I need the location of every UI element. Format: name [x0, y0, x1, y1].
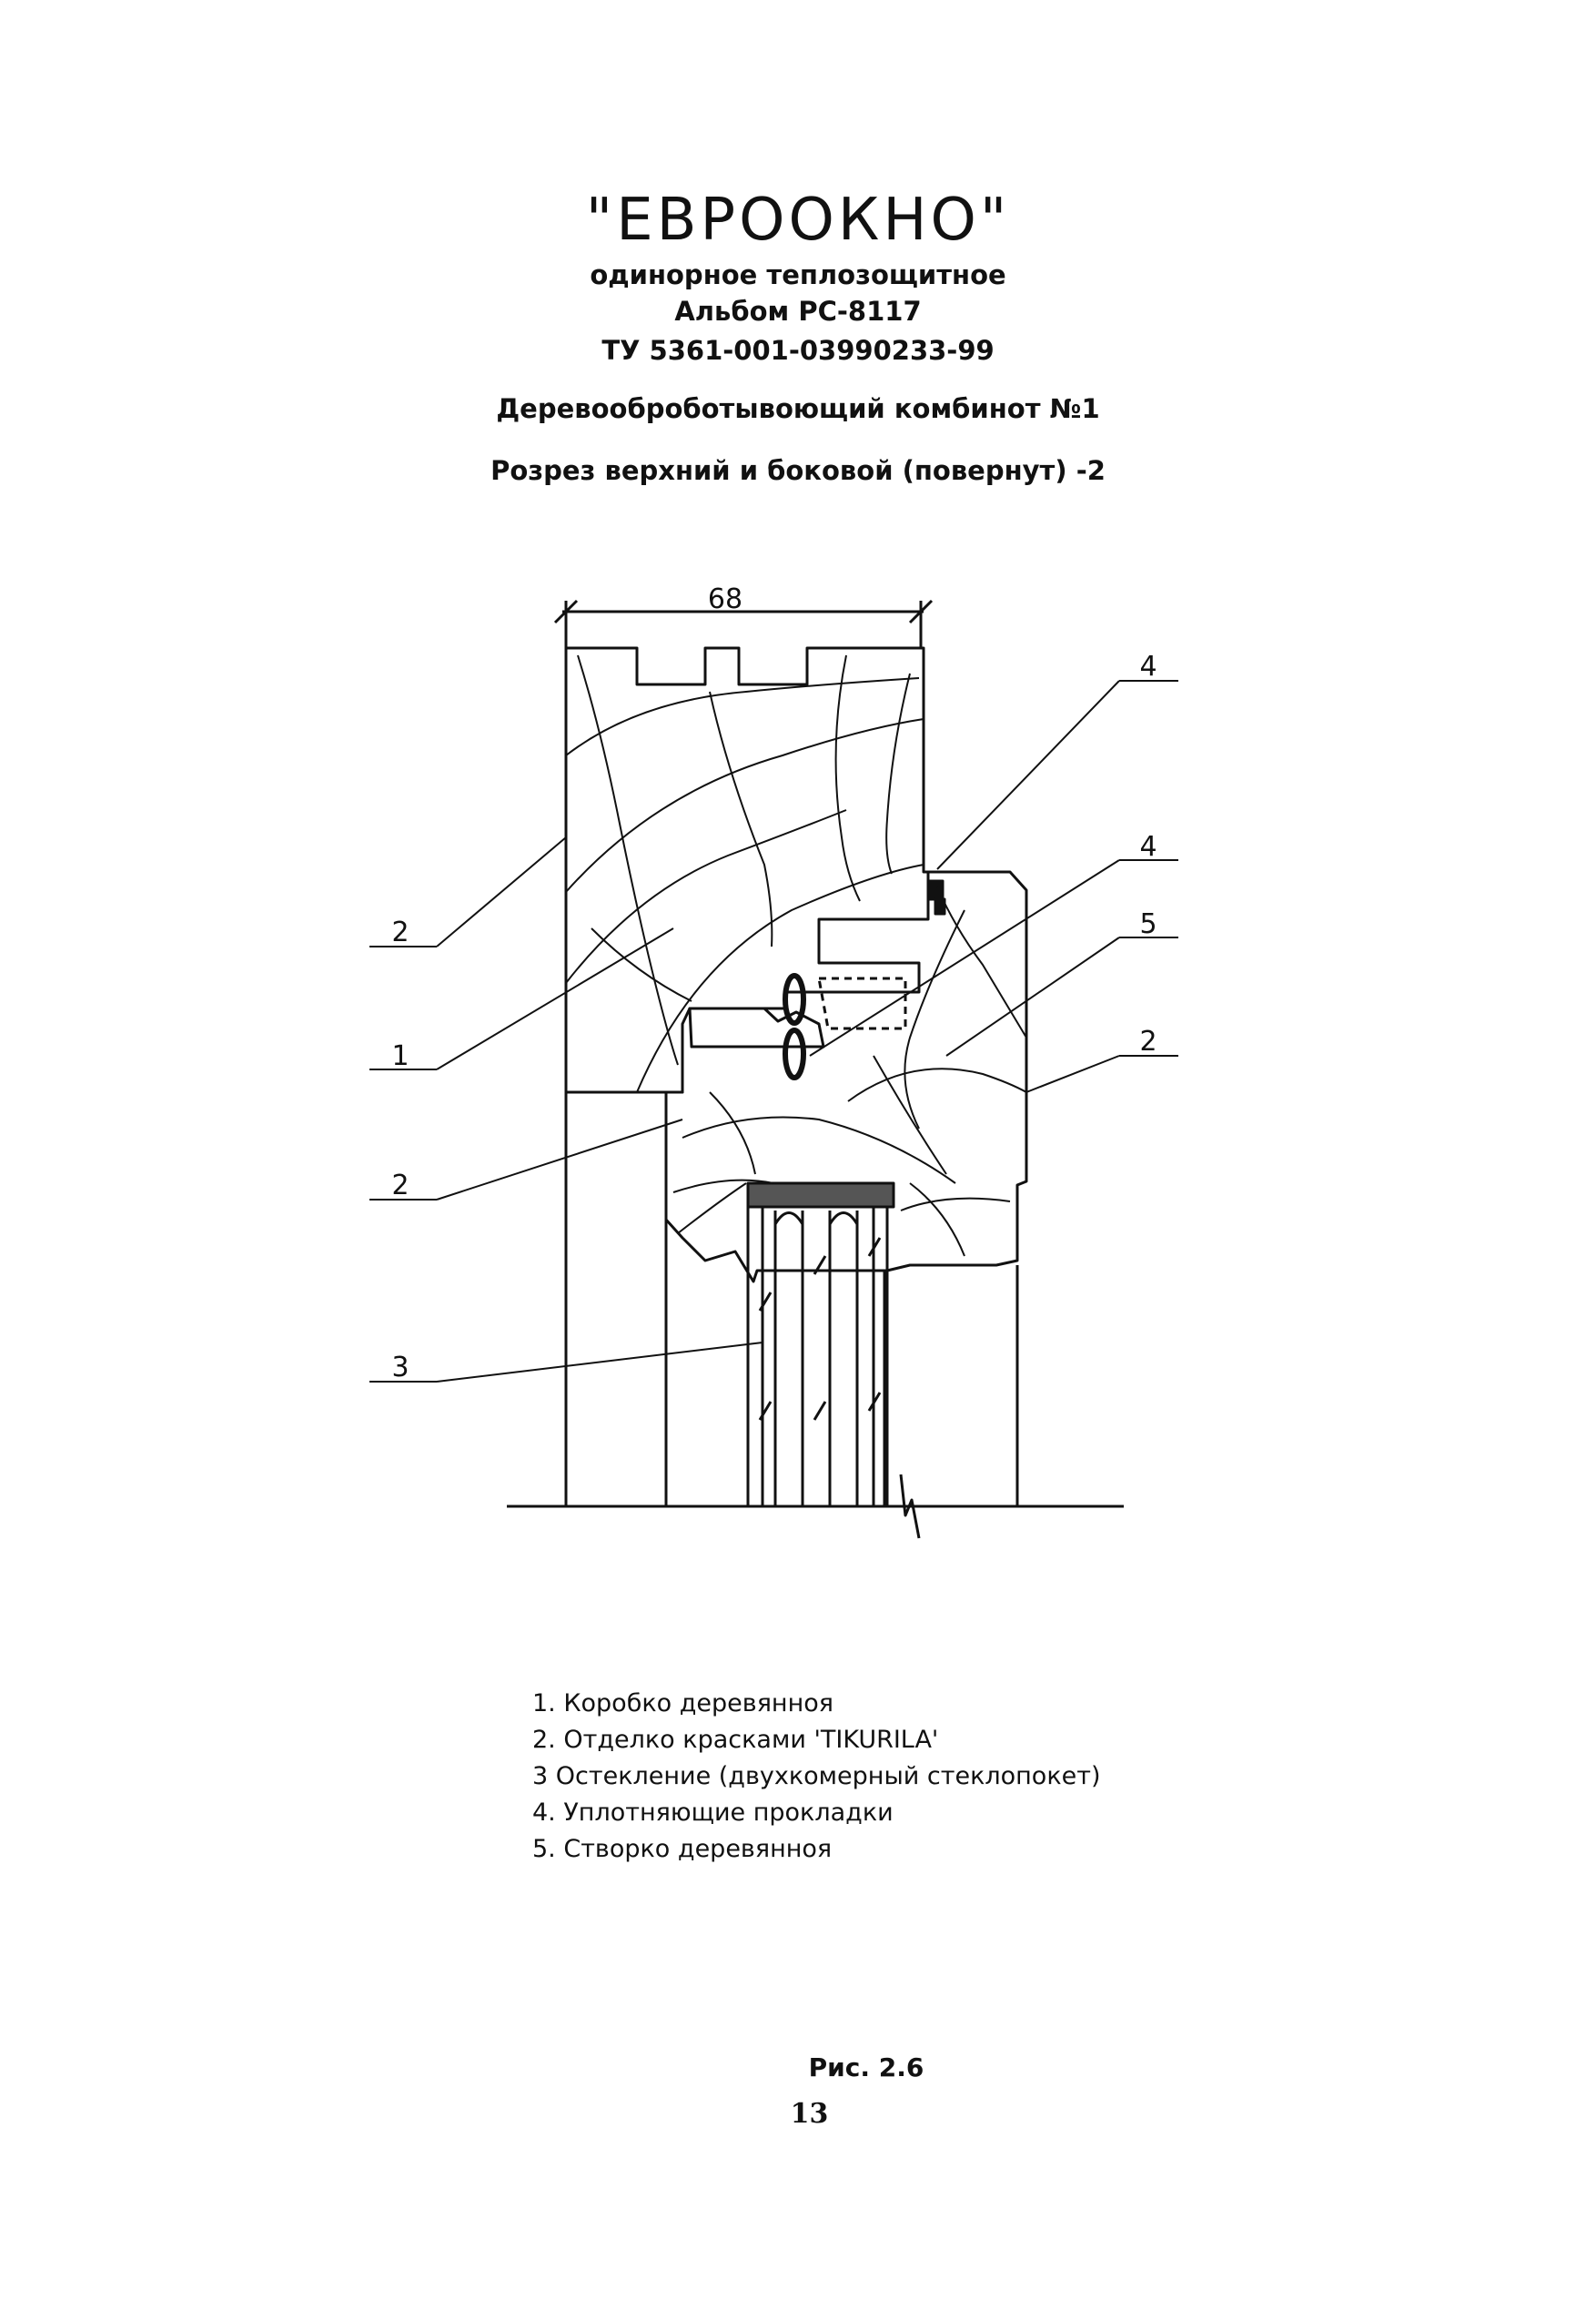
callout-2-lower-left: 2: [391, 1170, 409, 1201]
callout-2-right: 2: [1139, 1026, 1157, 1058]
callout-4-lower: 4: [1139, 831, 1157, 863]
subtitle-window-type: одинорное теплозощитное: [590, 259, 1006, 290]
subtitle-section: Розрез верхний и боковой (повернут) -2: [490, 455, 1106, 486]
glazing-unit: [748, 1183, 894, 1506]
callout-4-upper: 4: [1139, 651, 1157, 683]
legend-item: 2. Отделко красками 'TIKURILA': [532, 1726, 939, 1754]
figure-caption: Рис. 2.6: [808, 2052, 924, 2082]
subtitle-album: Альбом РС-8117: [674, 296, 922, 327]
legend-item: 5. Створко деревянноя: [532, 1835, 833, 1863]
wood-grain: [566, 655, 1026, 1256]
page-number: 13: [790, 2098, 829, 2130]
legend-item: 1. Коробко деревянноя: [532, 1689, 834, 1717]
subtitle-spec: ТУ 5361-001-03990233-99: [601, 335, 995, 366]
callout-1: 1: [391, 1040, 409, 1072]
callout-5: 5: [1139, 908, 1157, 940]
callout-2-upper-left: 2: [391, 917, 409, 948]
legend: [532, 1686, 1101, 1868]
legend-item: 3 Остекление (двухкомерный стеклопокет): [532, 1762, 1101, 1790]
subtitle-manufacturer: Деревооброботывоющий комбинот №1: [496, 393, 1100, 424]
sash-profile: [666, 872, 1026, 1282]
legend-item: 4. Уплотняющие прокладки: [532, 1798, 894, 1827]
dimension-line: [555, 601, 932, 648]
frame-profile: [566, 648, 928, 1092]
dimension-68: 68: [707, 583, 743, 615]
callout-3: 3: [391, 1352, 409, 1383]
page-title: "ЕВРООКНО": [585, 187, 1011, 254]
